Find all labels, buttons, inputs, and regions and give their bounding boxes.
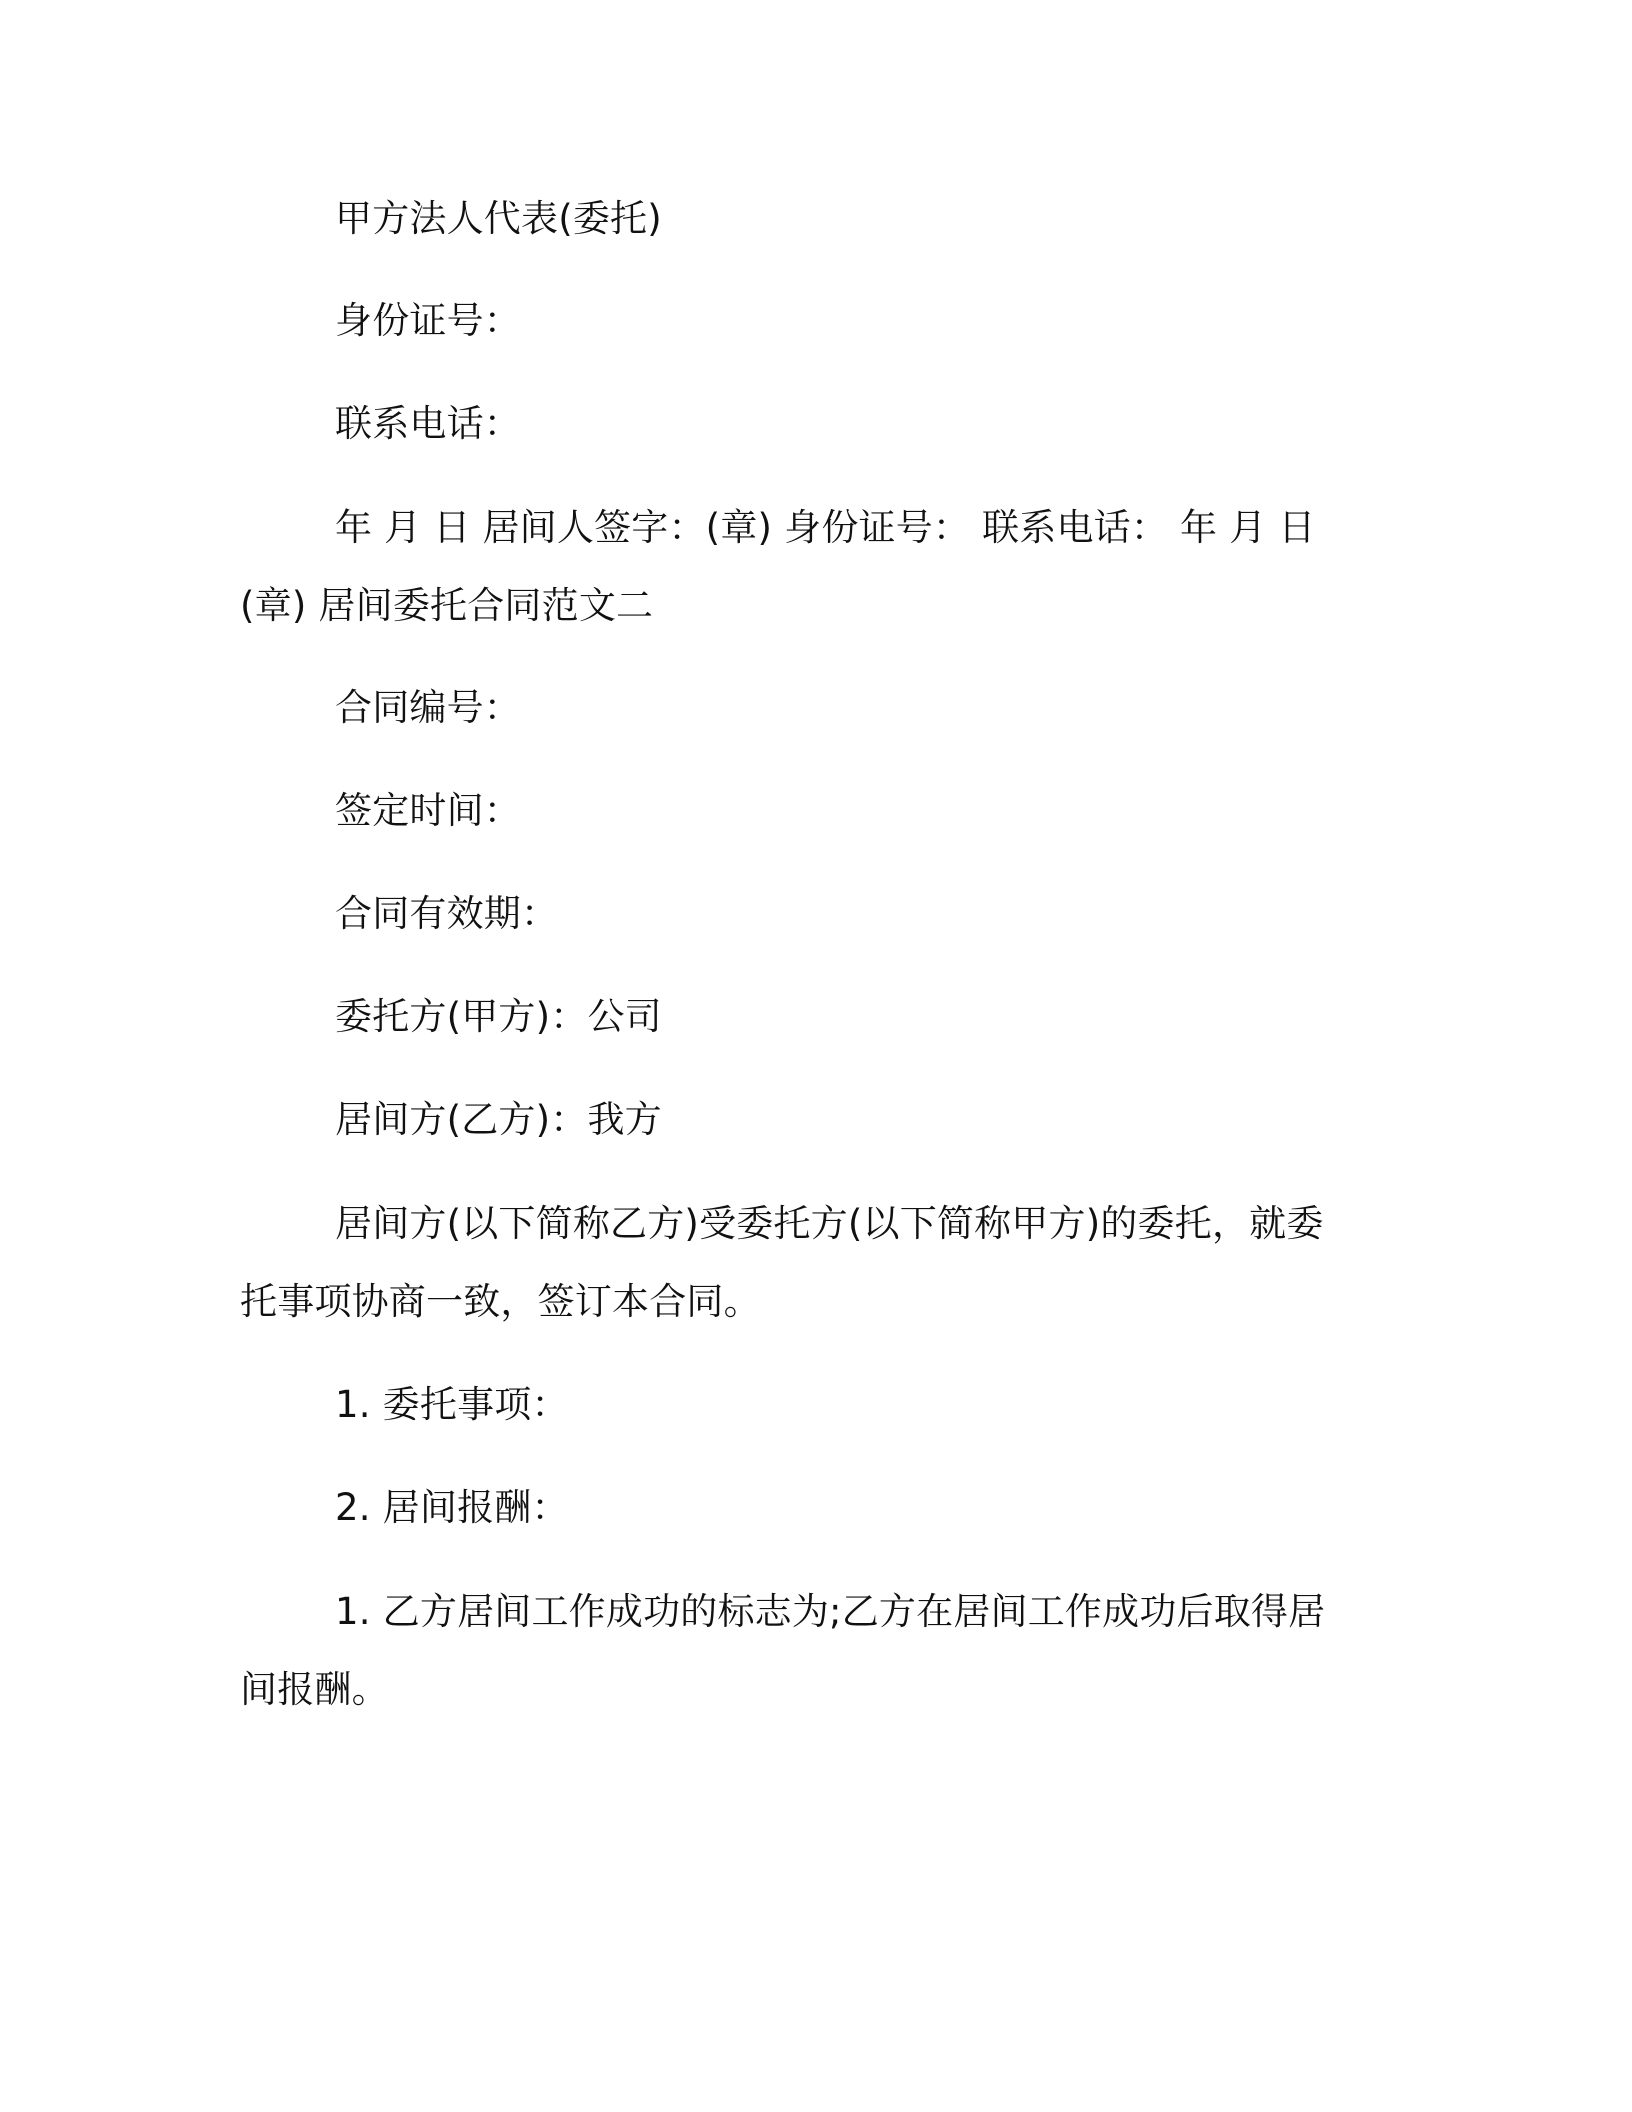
contract-validity-line: 合同有效期： — [335, 892, 559, 935]
contract-number-line: 合同编号： — [335, 686, 521, 729]
party-a-phone-line: 联系电话： — [335, 402, 521, 445]
agreement-paragraph: 居间方(以下简称乙方)受委托方(以下简称甲方)的委托，就委托事项协商一致，签订本合同。 — [240, 1202, 1324, 1323]
party-a-representative-line: 甲方法人代表(委托) — [335, 197, 662, 240]
intermediary-party-line: 居间方(乙方)：我方 — [335, 1098, 662, 1141]
remuneration-clause-paragraph: 1. 乙方居间工作成功的标志为;乙方在居间工作成功后取得居间报酬。 — [240, 1590, 1326, 1711]
party-a-id-line: 身份证号： — [335, 299, 521, 342]
signing-time-line: 签定时间： — [335, 789, 521, 832]
principal-party-line: 委托方(甲方)：公司 — [335, 995, 662, 1038]
signature-and-sample-title-paragraph: 年 月 日 居间人签字：(章) 身份证号： 联系电话： 年 月 日 (章) 居间委托合同范文二 — [240, 506, 1316, 627]
entrusted-matters-heading: 1. 委托事项： — [335, 1383, 569, 1426]
intermediary-remuneration-heading: 2. 居间报酬： — [335, 1486, 569, 1529]
